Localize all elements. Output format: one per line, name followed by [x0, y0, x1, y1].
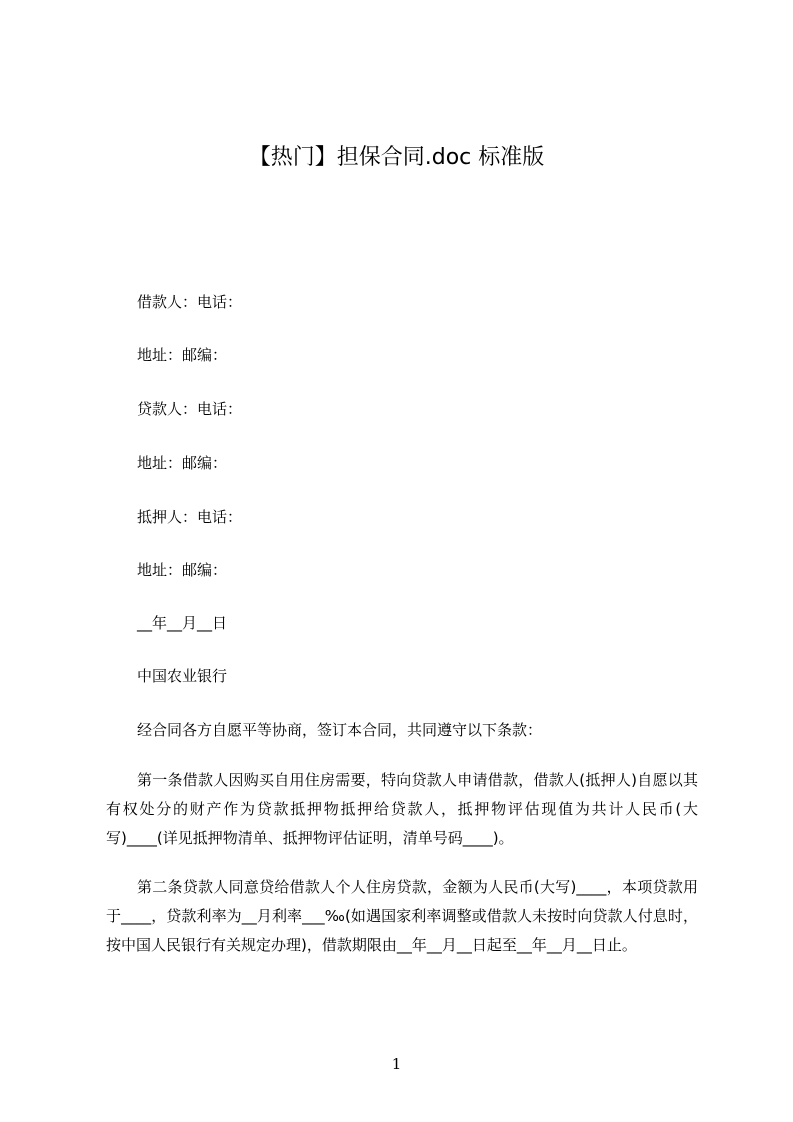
date-line: __年__月__日: [137, 614, 228, 632]
agreement-intro-line: 经合同各方自愿平等协商，签订本合同，共同遵守以下条款：: [137, 721, 543, 739]
bank-name-line: 中国农业银行: [137, 667, 228, 685]
mortgagor-contact-line: 抵押人：电话：: [137, 508, 243, 526]
lender-address-line: 地址：邮编：: [137, 454, 228, 472]
document-title: 【热门】担保合同.doc 标准版: [248, 145, 545, 170]
mortgagor-address-line: 地址：邮编：: [137, 561, 228, 579]
clause-1-paragraph: 第一条借款人因购买自用住房需要，特向贷款人申请借款，借款人(抵押人)自愿以其有权处分的财产作为贷款抵押物抵押给贷款人，抵押物评估现值为共计人民币(大写)____(详见抵押物清单、抵押物评估证明，清单号码____)。: [106, 771, 698, 847]
borrower-address-line: 地址：邮编：: [137, 346, 228, 364]
clause-2-paragraph: 第二条贷款人同意贷给借款人个人住房贷款，金额为人民币(大写)____，本项贷款用于____，贷款利率为__月利率___‰(如遇国家利率调整或借款人未按时向贷款人付息时，按中国人民银行有关规定办理)，借款期限由__年__月__日起至__年__月__日止。: [106, 878, 698, 954]
lender-contact-line: 贷款人：电话：: [137, 400, 243, 418]
page-number: 1: [391, 1055, 402, 1073]
borrower-contact-line: 借款人：电话：: [137, 293, 243, 311]
